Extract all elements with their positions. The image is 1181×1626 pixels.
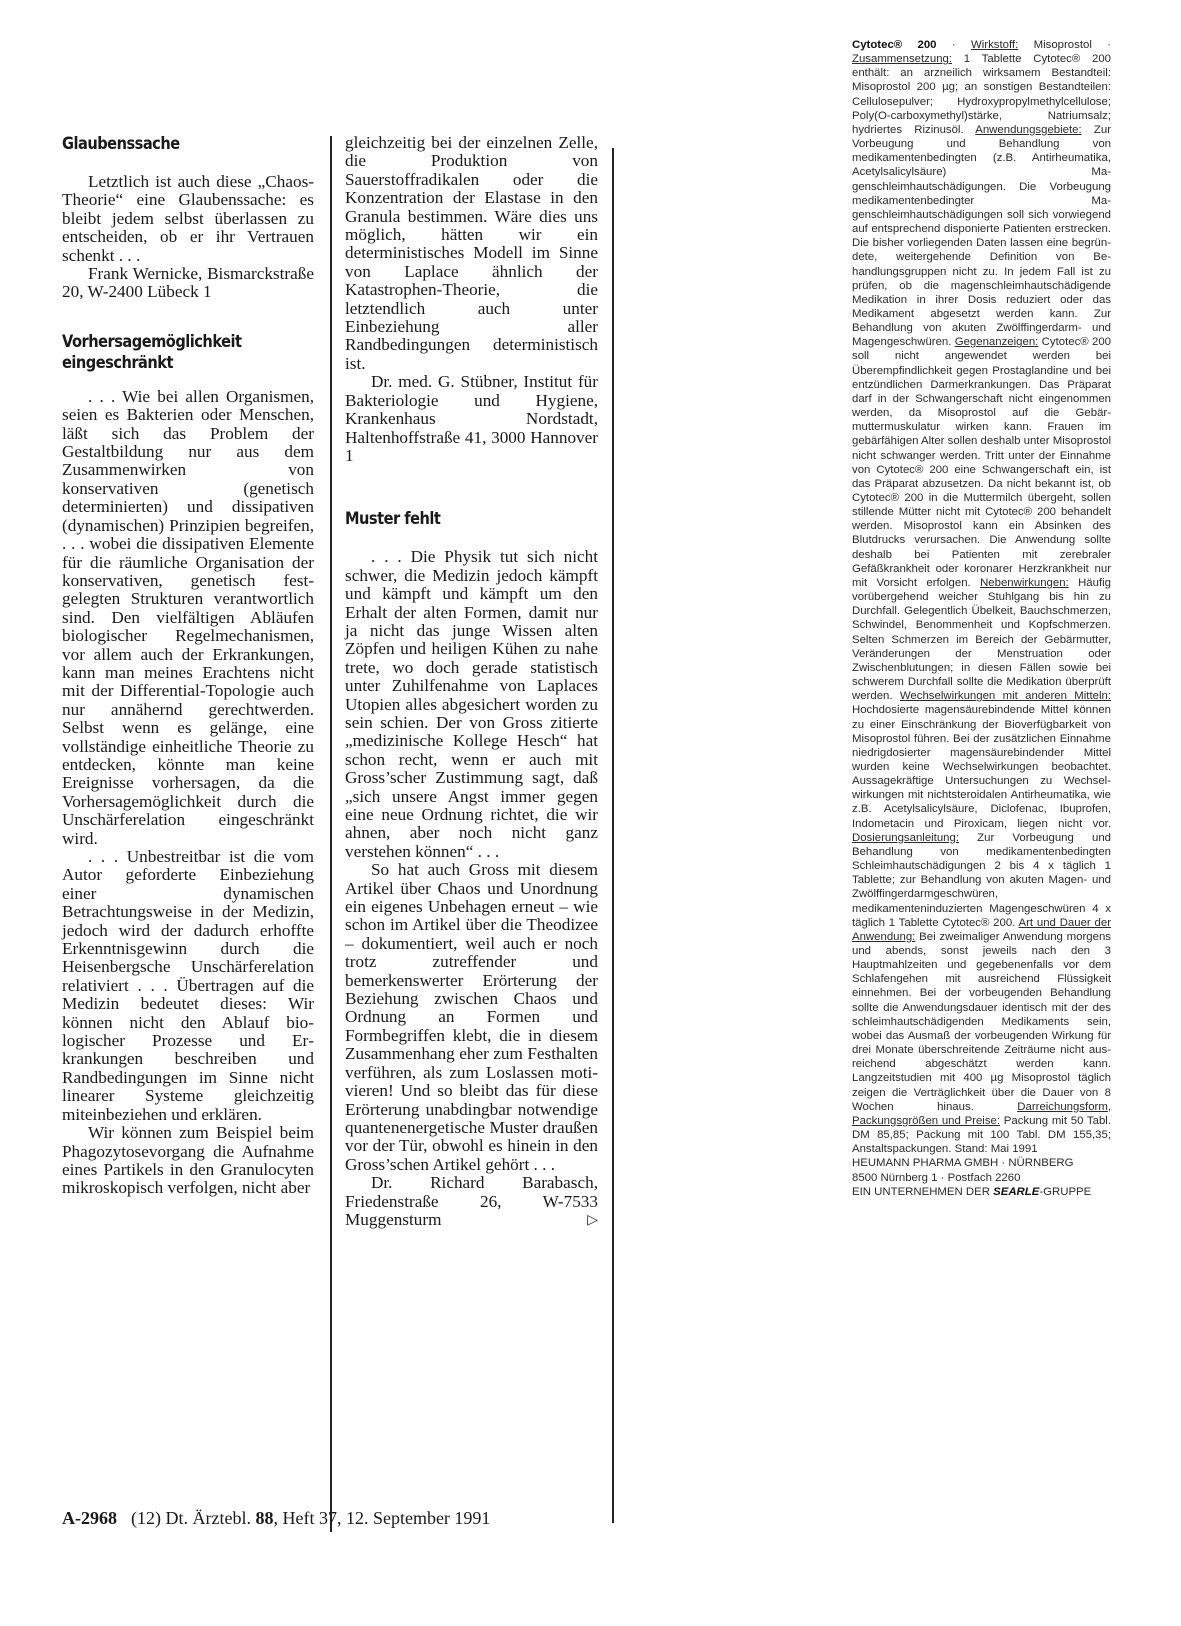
letter-2-para-3-continued: gleichzeitig bei der einzelnen Zelle, die Produktion von Sauerstoffradikalen oder die Konzentration der Elastase in den Granula bestimmen. Wäre dies uns möglich, hätten wir ein deterministisches Modell im Sinne von Laplace ähnlich der Katastrophen-Theorie, die letztendlich auch unter Einbeziehung aller Randbedingungen deterministisch ist. [345,133,598,373]
letter-2-para-3: Wir können zum Beispiel beim Phagozytosevorgang die Aufnahme eines Partikels in den Granulocyten mikroskopisch verfolgen, nicht aber [62,1123,314,1198]
ad-label-nebenwirkungen: Nebenwirkungen: [980,576,1069,589]
ad-label-dosierung: Dosierungsanleitung: [852,831,960,844]
ad-label-zusammensetzung: Zusammensetzung: [852,53,953,66]
ad-product-name: Cytotec® 200 [852,39,937,51]
letter-1-signature: Frank Wernicke, Bismarckstraße 20, W-2400 Lübeck 1 [62,264,314,302]
page-number: A-2968 [62,1508,117,1528]
column-rule-left [330,136,332,1532]
heading-glaubenssache: Glaubenssache [62,134,180,154]
column-rule-right [612,148,614,1523]
heading-vorhersage [62,332,279,374]
ad-separator: · [936,39,971,51]
letter-2-signature: Dr. med. G. Stübner, Institut für Bakteriologie und Hygiene, Krankenhaus Nordstadt, Haltenhoffstraße 41, 3000 Hannover 1 [345,372,598,465]
ad-label-anwendungsgebiete: Anwendungsgebiete: [975,123,1082,136]
ad-label-art-dauer: Art und Dauer der Anwendung: [852,916,1111,943]
ad-stand: Stand: Mai 1991 [954,1143,1038,1156]
letter-2-para-1: . . . Wie bei allen Organismen, seien es Bakterien oder Menschen, läßt sich das Problem der Gestaltbildung nur aus dem Zusammenwirken von konservativen (genetisch determinierten) und dissipativen (dynamischen) Prinzipien begreifen, . . . wobei die dissipativen Elemente für die räumliche Organisation der konservativen, genetisch festgelegten Strukturen verantwortlich sind. Den vielfältigen Abläufen biologischer Regelmechanismen, vor allem auch der Erkrankungen, kann man meines Erachtens nicht mit der Differential-Topologie auch nur annähernd gerechtwerden. Selbst wenn es gelänge, eine vollständige einheitliche Theorie zu entdecken, könnte man keine Ereignisse vorhersagen, da die Vorhersagemöglichkeit durch die Unschärferelation eingeschränkt wird. [62,386,314,848]
footer-volume: 88 [255,1508,274,1528]
ad-text-nebenwirkungen: Häufig vorübergehend weicher Stuhlgang bis hin zu Durchfall. Gelegentlich Übelkeit, Bauchschmerzen, Schwindel, Benommenheit und Kopfschmerzen. Selten Schmerzen im Bereich der Gebärmutter, Veränderungen der Menstruation oder Zwischenblutungen; in diesen Fällen sowie bei schwerem Durchfall sollte die Medikation überprüft werden. [852,576,1111,703]
footer-issue-post: , Heft 37, 12. September 1991 [273,1508,491,1528]
ad-text-art-dauer: Bei zweimaliger Anwendung morgens und abends, sonst jeweils nach den 3 Hauptmahlzeiten und gegebenenfalls vor dem Schlafengehen mit ausreichend Flüssigkeit einnehmen. Bei der vorbeugenden Behandlung sollte die Anwendungsdauer identisch mit der des schleimhautschädigenden Medikaments sein, wobei das Ausmaß der vorbeugenden Wirkung für drei Monate überschreitende Zeiträume nicht ausreichend abgeschätzt werden kann. Langzeitstudien mit 400 µg Misoprostol täglich zeigen die Verträglichkeit über die Dauer von 8 Wochen hinaus. [852,930,1111,1113]
ad-company-prefix: EIN UNTERNEHMEN DER [852,1185,994,1198]
ad-text-dosierung: Zur Vorbeugung und Behandlung von medikamentenbedingten Schleimhautschädigungen 2 bis 4 x täglich 1 Tablette; zur Behandlung von akuten Magen- und Zwölffingerdarmgeschwüren, medikamenteninduzierten Magengeschwüren 4 x täglich 1 Tablette Cytotec® 200. [852,831,1111,929]
ad-company-line-3 [852,1185,1111,1199]
letter-3-para-2: So hat auch Gross mit diesem Artikel über Chaos und Unordnung ein eigenes Unbehagen erneut – wie schon im Artikel über die Theodizee – dokumentiert, weil auch er noch trotz zutreffender und bemerkenswerter Erörterung der Beziehung zwischen Chaos und Ordnung an Formen und Formbegriffen klebt, die in diesem Zusammenhang eher zum Festhalten verführen, als zum Loslassen motivieren! Und so bleibt das für diese Erörterung unabdingbar notwendige quantenenergetische Muster draußen vor der Tür, obwohl es hinein in den Gross’schen Artikel gehört . . . [345,860,598,1174]
ad-company-suffix: -GRUPPE [1039,1185,1092,1198]
searle-logo: SEARLE [993,1185,1040,1198]
letters-column-1 [62,134,314,1198]
ad-text-zusammensetzung: 1 Tablette Cytotec® 200 enthält: an arzneilich wirksamem Bestandteil: Misoprostol 200 µg; an sonstigen Bestandteilen: Cellulosepulver; Hydroxypropylmethylcellulose; Poly(O-carboxymethyl)stärke, Natriumsalz; hydriertes Rizinusöl. [852,53,1111,136]
heading-vorhersage-line2: eingeschränkt [62,352,173,373]
ad-label-wechselwirkungen: Wechselwirkungen mit anderen Mitteln: [899,690,1111,703]
continue-arrow-icon: ▷ [587,1211,598,1228]
letter-3-signature-text: Dr. Richard Barabasch, Friedenstraße 26, W-7533 Muggensturm [345,1173,598,1229]
footer-issue-pre: (12) Dt. Ärztebl. [131,1508,256,1528]
page-footer [62,1508,622,1529]
ad-label-wirkstoff: Wirkstoff: [971,39,1019,51]
ad-text-wechselwirkungen: Hochdosierte magensäurebindende Mittel können zu einer Einschränkung der Bioverfügbarkeit von Misoprostol führen. Bei der zusätzlichen Einnahme niedrigdosierter magensäurebindender Mittel wurden keine Wechselwirkungen beobachtet. Aussagekräftige Untersuchungen zu Wechselwirkungen mit nichtsteroidalen Antirheumatika, wie z.B. Acetylsalicylsäure, Diclofenac, Ibuprofen, Indometacin und Piroxicam, liegen nicht vor. [852,704,1111,830]
ad-company-line-1: HEUMANN PHARMA GMBH · NÜRNBERG [852,1157,1074,1170]
letter-3-signature [345,1174,598,1229]
ad-text-wirkstoff: Misoprostol · [1018,39,1111,51]
cytotec-advertisement [852,38,1111,1199]
letter-1-body: Letztlich ist auch diese „Chaos-Theorie“ eine Glaubenssache: es bleibt jedem selbst überlassen zu entscheiden, ob er ihr Vertrauen schenkt . . . [62,172,314,265]
ad-company-line-2: 8500 Nürnberg 1 · Postfach 2260 [852,1171,1021,1184]
heading-vorhersage-line1: Vorhersagemöglichkeit [62,331,242,352]
letter-2-para-2: . . . Unbestreitbar ist die vom Autor geforderte Einbeziehung einer dynamischen Betrachtungsweise in der Medizin, jedoch wird der dadurch erhoffte Erkenntnisgewinn durch die Heisenbergsche Unschärferelation relativiert . . . Übertragen auf die Medizin bedeutet dieses: Wir können nicht den Ablauf biologischer Prozesse und Erkrankungen beschreiben und Randbedingungen im Sinne nicht linearer Systeme gleichzeitig miteinbeziehen und erklären. [62,847,314,1124]
ad-text-darreichung: Packung mit 50 Tabl. DM 85,85; Packung mit 100 Tabl. DM 155,35; Anstaltspackungen. [852,1114,1111,1156]
ad-text-anwendungsgebiete: Zur Vorbeugung und Behandlung von medikamentenbedingten (z.B. Antirheumatika, Acetylsalicylsäure) Magenschleimhautschädigungen. Die Vorbeugung medikamentenbedingter Magenschleimhautschädigungen soll sich vorwiegend auf entsprechend disponierte Patienten erstrecken. Die bisher vorliegenden Daten lassen eine begründete, weitergehende Definition von Behandlungsgruppen nicht zu. In jedem Fall ist zu prüfen, ob die magenschleimhautschädigende Medikation in ihrer Dosis reduziert oder das Medikament abgesetzt werden kann. Zur Behandlung von akuten Zwölffingerdarm- und Magengeschwüren. [852,123,1111,349]
ad-label-gegenanzeigen: Gegenanzeigen: [954,336,1039,349]
ad-text-gegenanzeigen: Cytotec® 200 soll nicht angewendet werden bei Überempfindlichkeit gegen Prostaglandine und bei entzündlichen Darmerkrankungen. Das Präparat darf in der Schwangerschaft nicht eingenommen werden, da Misoprostol auf die Gebärmuttermuskulatur wirken kann. Frauen im gebärfähigen Alter sollen deshalb unter Misoprostol nicht schwanger werden. Tritt unter der Einnahme von Cytotec® 200 eine Schwangerschaft ein, ist das Präparat abzusetzen. Da nicht bekannt ist, ob Cytotec® 200 in die Muttermilch übergeht, sollen stillende Mütter nicht mit Cytotec® 200 behandelt werden. Misoprostol kann ein Absinken des Blutdrucks verursachen. Die Anwendung sollte deshalb bei Patienten mit zerebraler Gefäßkrankheit oder koronarer Herzkrankheit nur mit Vorsicht erfolgen. [852,336,1111,589]
letter-3-para-1: . . . Die Physik tut sich nicht schwer, die Medizin jedoch kämpft und kämpft und kämpft um den Erhalt der alten Formen, damit nur ja nicht das junge Wissen alten Zöpfen und heiligen Kühen zu nahe trete, wo doch gerade statistisch unter Zuhilfenahme von Laplaces Utopien alles abgesichert worden zu sein schien. Der von Gross zitierte „medizinische Kollege Hesch“ hat schon recht, wenn er auch mit Gross’scher Zustimmung sagt, daß „sich unsere Angst immer gegen eine neue Ordnung richtet, die wir ahnen, aber noch nicht ganz verstehen können“ . . . [345,547,598,861]
ad-label-darreichung: Darreichungsform, Packungsgrößen und Preise: [852,1100,1111,1127]
heading-muster-fehlt: Muster fehlt [345,509,441,530]
letters-column-2 [345,134,598,1229]
